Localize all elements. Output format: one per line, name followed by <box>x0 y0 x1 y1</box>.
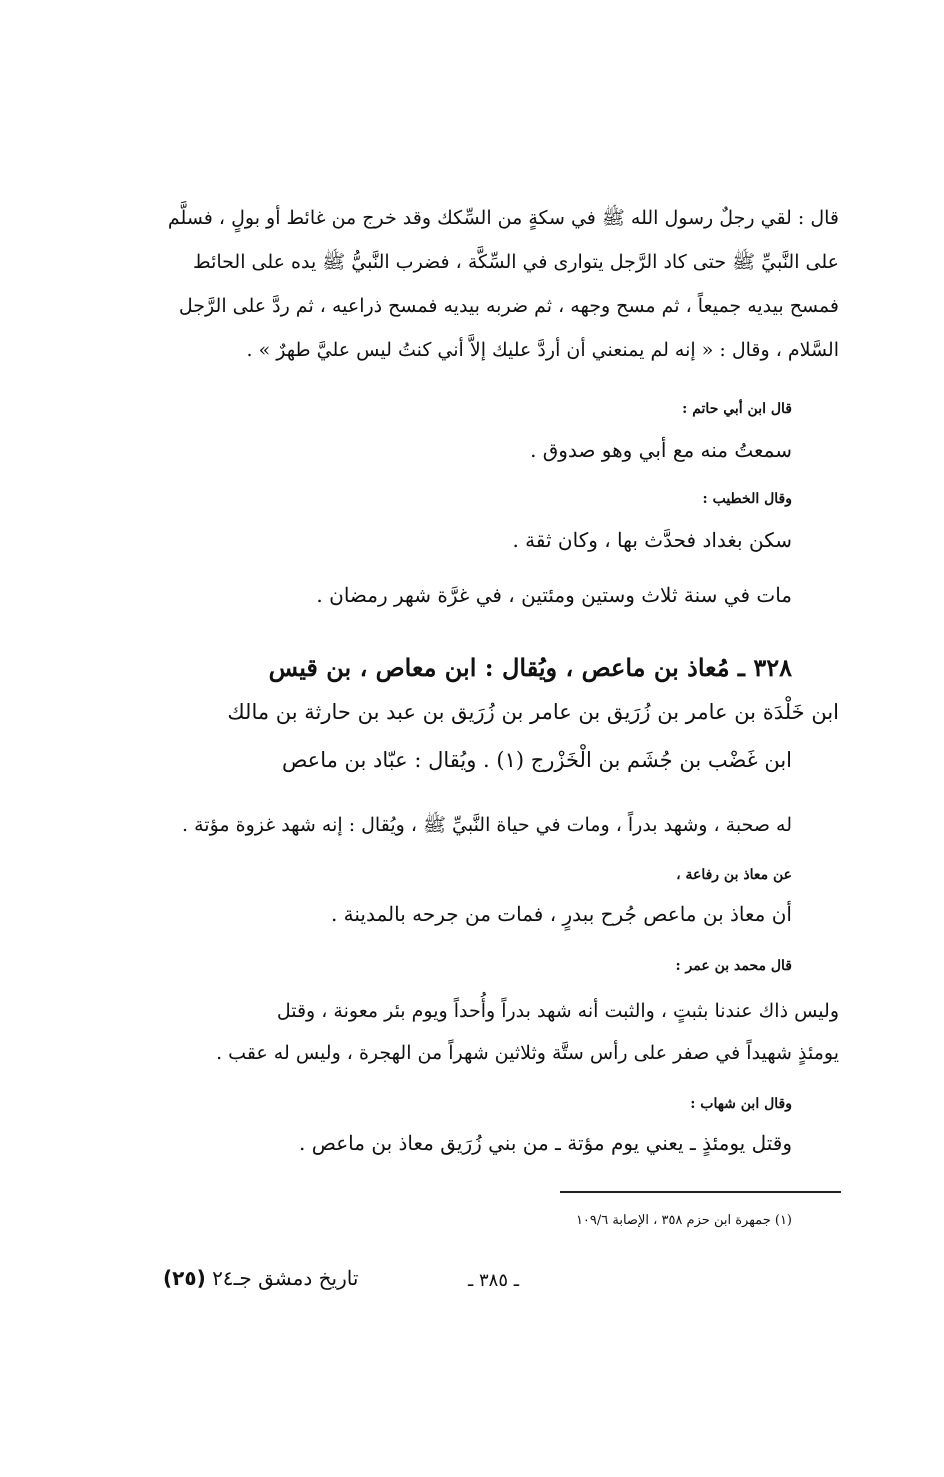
khatib-text: سكن بغداد فحدَّث بها ، وكان ثقة . <box>512 528 792 552</box>
running-title <box>163 1266 358 1290</box>
entry-heading: ٣٢٨ ـ مُعاذ بن ماعص ، ويُقال : ابن معاص ، بن قيس <box>268 653 792 682</box>
running-title-text: تاريخ دمشق جـ٢٤ <box>212 1266 359 1290</box>
intro-line: فمسح بيديه جميعاً ، ثم مسح وجهه ، ثم ضربه بيديه فمسح ذراعيه ، ثم ردَّ على الرَّجل <box>178 295 839 317</box>
umar-label: قال محمد بن عمر : <box>675 958 792 974</box>
shihab-text: وقتل يومئذٍ ـ يعني يوم مؤتة ـ من بني زُرَيق معاذ بن ماعص . <box>299 1131 792 1155</box>
umar-line: وليس ذاك عندنا بثبتٍ ، والثبت أنه شهد بدراً وأُحداً ويوم بئر معونة ، وقتل <box>276 1000 839 1022</box>
abu-hatim-label: قال ابن أبي حاتم : <box>682 401 792 417</box>
death-note: مات في سنة ثلاث وستين ومئتين ، في غرَّة شهر رمضان . <box>316 583 792 607</box>
rifaa-text: أن معاذ بن ماعص جُرح ببدرٍ ، فمات من جرحه بالمدينة . <box>330 902 792 926</box>
abu-hatim-text: سمعتُ منه مع أبي وهو صدوق . <box>530 438 792 462</box>
genealogy-line-2: ابن غَضْب بن جُشَم بن الْخَزْرج (١) . ويُقال : عبّاد بن ماعص <box>281 748 792 772</box>
intro-paragraph <box>149 196 839 372</box>
volume-part: (٢٥) <box>163 1266 206 1290</box>
umar-line: يومئذٍ شهيداً في صفر على رأس ستَّة وثلاثين شهراً من الهجرة ، وليس له عقب . <box>216 1042 839 1064</box>
rifaa-label: عن معاذ بن رفاعة ، <box>676 867 792 883</box>
umar-paragraph <box>149 990 839 1074</box>
intro-line: على النَّبيِّ ﷺ حتى كاد الرَّجل يتوارى في السِّكَّة ، فضرب النَّبيُّ ﷺ يده على الحائط <box>193 251 839 273</box>
genealogy-line-1: ابن خَلْدَة بن عامر بن زُرَيق بن عامر بن زُرَيق بن عبد بن حارثة بن مالك <box>227 700 839 724</box>
intro-line: السَّلام ، وقال : « إنه لم يمنعني أن أردَّ عليك إلاَّ أني كنتُ ليس عليَّ طهرٌ » . <box>246 339 839 361</box>
khatib-label: وقال الخطيب : <box>702 491 792 507</box>
footnote: (١) جمهرة ابن حزم ٣٥٨ ، الإصابة ١٠٩/٦ <box>575 1213 792 1228</box>
shihab-label: وقال ابن شهاب : <box>690 1096 792 1112</box>
intro-line: قال : لقي رجلٌ رسول الله ﷺ في سكةٍ من السِّكك وقد خرج من غائط أو بولٍ ، فسلَّم <box>167 207 839 229</box>
footnote-separator <box>560 1191 841 1193</box>
page-number: ـ ٣٨٥ ـ <box>468 1270 520 1291</box>
sahaba-note: له صحبة ، وشهد بدراً ، ومات في حياة النَّبيِّ ﷺ ، ويُقال : إنه شهد غزوة مؤتة . <box>182 814 792 836</box>
